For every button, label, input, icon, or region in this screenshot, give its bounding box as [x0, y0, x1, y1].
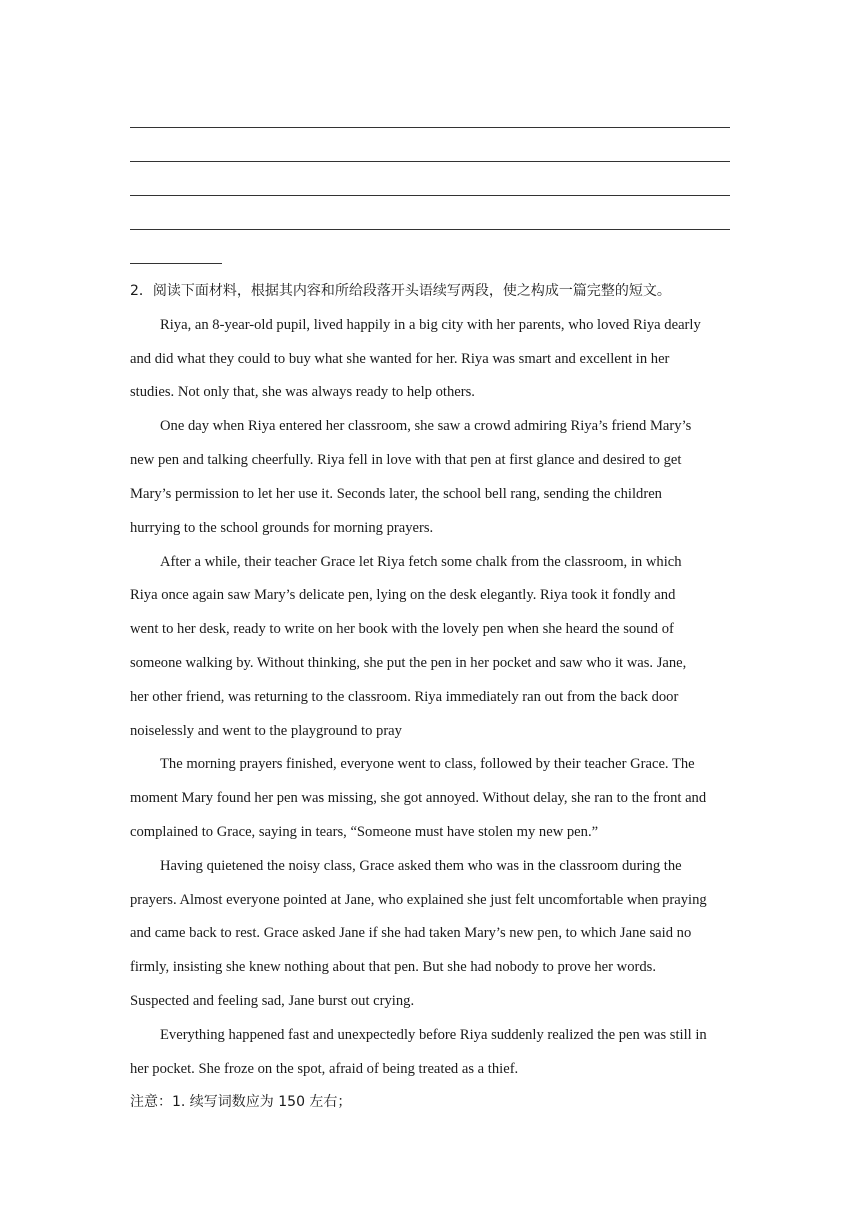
passage-line: new pen and talking cheerfully. Riya fell in love with that pen at first glance and desired to get — [130, 452, 682, 468]
passage-line: prayers. Almost everyone pointed at Jane, who explained she just felt uncomfortable when praying — [130, 892, 707, 908]
passage-line: hurrying to the school grounds for morning prayers. — [130, 520, 434, 536]
passage-line: her pocket. She froze on the spot, afraid of being treated as a thief. — [130, 1061, 519, 1077]
passage-line: and did what they could to buy what she wanted for her. Riya was smart and excellent in her — [130, 351, 670, 367]
passage-line: and came back to rest. Grace asked Jane if she had taken Mary’s new pen, to which Jane said no — [130, 925, 692, 941]
question-title: 2．阅读下面材料，根据其内容和所给段落开头语续写两段，使之构成一篇完整的短文。 — [130, 283, 671, 299]
answer-line — [130, 229, 730, 230]
answer-line-short — [130, 263, 222, 264]
answer-line — [130, 127, 730, 128]
note-line: 注意：1. 续写词数应为 150 左右； — [130, 1094, 352, 1110]
passage-line: noiselessly and went to the playground to pray — [130, 723, 402, 739]
passage-line: complained to Grace, saying in tears, “Someone must have stolen my new pen.” — [130, 824, 599, 840]
passage-line: Suspected and feeling sad, Jane burst out crying. — [130, 993, 415, 1009]
answer-line — [130, 195, 730, 196]
passage-line: One day when Riya entered her classroom, she saw a crowd admiring Riya’s friend Mary’s — [160, 418, 692, 434]
passage-line: someone walking by. Without thinking, she put the pen in her pocket and saw who it was. Jane, — [130, 655, 687, 671]
passage-line: moment Mary found her pen was missing, she got annoyed. Without delay, she ran to the front and — [130, 790, 707, 806]
passage-line: studies. Not only that, she was always ready to help others. — [130, 384, 475, 400]
passage-line: After a while, their teacher Grace let Riya fetch some chalk from the classroom, in which — [160, 554, 682, 570]
passage-line: her other friend, was returning to the classroom. Riya immediately ran out from the back door — [130, 689, 679, 705]
passage-line: Having quietened the noisy class, Grace asked them who was in the classroom during the — [160, 858, 682, 874]
passage-line: firmly, insisting she knew nothing about that pen. But she had nobody to prove her words. — [130, 959, 656, 975]
passage-line: Riya once again saw Mary’s delicate pen, lying on the desk elegantly. Riya took it fondly and — [130, 587, 676, 603]
passage-line: The morning prayers finished, everyone went to class, followed by their teacher Grace. The — [160, 756, 695, 772]
passage-line: went to her desk, ready to write on her book with the lovely pen when she heard the sound of — [130, 621, 674, 637]
passage-line: Riya, an 8-year-old pupil, lived happily in a big city with her parents, who loved Riya dearly — [160, 317, 701, 333]
answer-line — [130, 161, 730, 162]
passage-line: Everything happened fast and unexpectedly before Riya suddenly realized the pen was still in — [160, 1027, 707, 1043]
passage-line: Mary’s permission to let her use it. Seconds later, the school bell rang, sending the children — [130, 486, 662, 502]
